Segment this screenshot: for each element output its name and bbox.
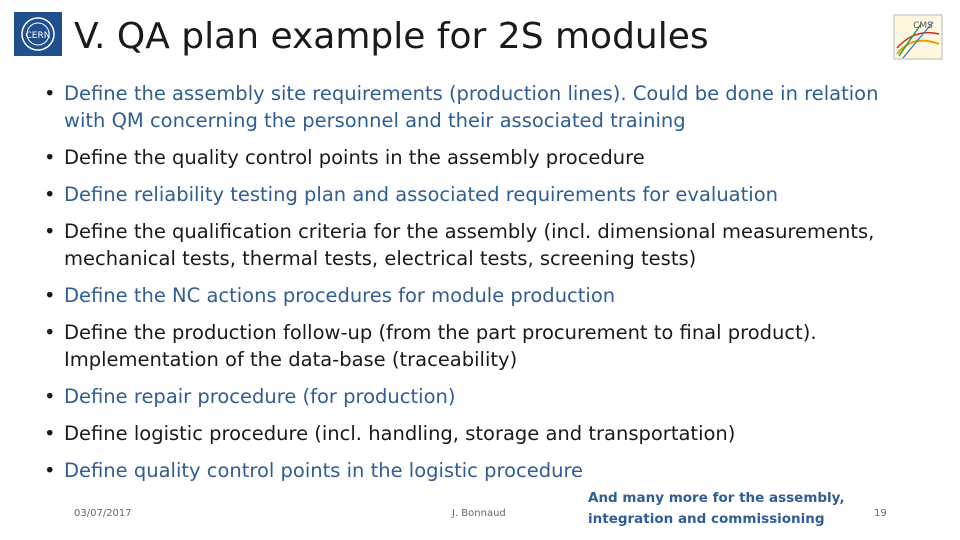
bullet-item [40, 282, 920, 309]
bullet-dot: • [44, 82, 56, 105]
bullet-dot: • [44, 220, 56, 243]
bullet-text: Define repair procedure (for production) [64, 385, 456, 408]
bullet-item [40, 457, 920, 484]
bullet-text: Define the assembly site requirements (production lines). Could be done in relation with QM concerning the personnel and their associated training [64, 82, 879, 132]
bullet-text: Define the production follow-up (from the part procurement to final product). Implementation of the data-base (traceability) [64, 321, 817, 371]
page-title: V. QA plan example for 2S modules [74, 16, 709, 57]
footer-date: 03/07/2017 [74, 508, 132, 519]
bullet-dot: • [44, 422, 56, 445]
bullet-dot: • [44, 321, 56, 344]
svg-text:CERN: CERN [25, 31, 51, 41]
bullet-dot: • [44, 459, 56, 482]
bullet-dot: • [44, 284, 56, 307]
bullet-dot: • [44, 146, 56, 169]
bullet-item [40, 181, 920, 208]
bullet-text: Define reliability testing plan and associated requirements for evaluation [64, 183, 778, 206]
bullet-item [40, 80, 920, 134]
bullet-text: Define the NC actions procedures for module production [64, 284, 616, 307]
bullet-dot: • [44, 183, 56, 206]
footer-note: And many more for the assembly, integration and commissioning [588, 490, 845, 527]
bullet-item [40, 319, 920, 373]
bullet-dot: • [44, 385, 56, 408]
page-number: 19 [874, 508, 887, 519]
cms-logo-icon [893, 14, 943, 60]
bullet-item [40, 420, 920, 447]
bullet-item [40, 383, 920, 410]
bullet-item [40, 218, 920, 272]
cern-logo-icon [14, 12, 62, 56]
svg-text:CMS: CMS [913, 21, 933, 31]
bullet-item [40, 144, 920, 171]
bullet-list [40, 80, 920, 494]
bullet-text: Define quality control points in the logistic procedure [64, 459, 584, 482]
bullet-text: Define the qualification criteria for the assembly (incl. dimensional measurements, mechanical tests, thermal tests, electrical tests, screening tests) [64, 220, 875, 270]
footer-author: J. Bonnaud [452, 508, 506, 519]
bullet-text: Define logistic procedure (incl. handling, storage and transportation) [64, 422, 736, 445]
bullet-text: Define the quality control points in the assembly procedure [64, 146, 645, 169]
